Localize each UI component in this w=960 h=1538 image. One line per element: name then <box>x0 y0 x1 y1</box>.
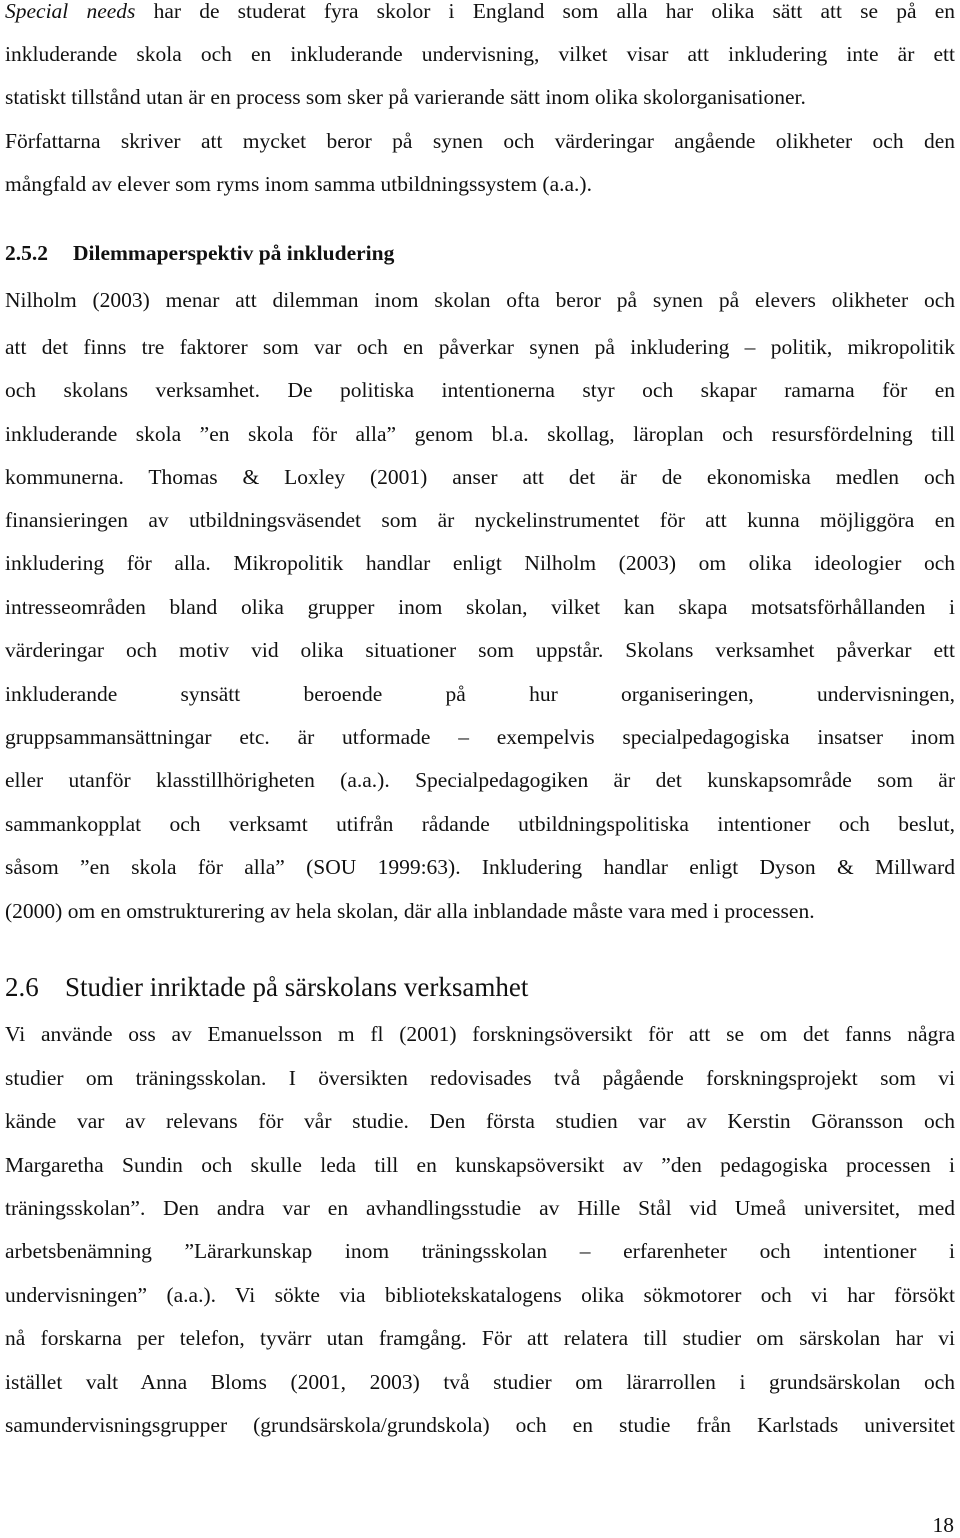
paragraph-line: inkluderande skola ”en skola för alla” genom bl.a. skollag, läroplan och resursfördelning till <box>5 422 955 446</box>
paragraph-line: samundervisningsgrupper (grundsärskola/grundskola) och en studie från Karlstads universitet <box>5 1413 955 1437</box>
section-title: Dilemmaperspektiv på inkludering <box>73 241 395 265</box>
paragraph-line: gruppsammansättningar etc. är utformade – exempelvis specialpedagogiska insatser inom <box>5 725 955 749</box>
section-number: 2.6 <box>5 972 39 1002</box>
paragraph-line: (2000) om en omstrukturering av hela skolan, där alla inblandade måste vara med i processen. <box>5 899 815 923</box>
paragraph-line: intresseområden bland olika grupper inom skolan, vilket kan skapa motsatsförhållanden i <box>5 595 955 619</box>
paragraph-line: träningsskolan”. Den andra var en avhandlingsstudie av Hille Stål vid Umeå universitet, med <box>5 1196 955 1220</box>
paragraph-line: värderingar och motiv vid olika situationer som uppstår. Skolans verksamhet påverkar ett <box>5 638 955 662</box>
paragraph-line: inkluderande skola och en inkluderande undervisning, vilket visar att inkludering inte är ett <box>5 42 955 66</box>
paragraph-line: inkludering för alla. Mikropolitik handlar enligt Nilholm (2003) om olika ideologier och <box>5 551 955 575</box>
paragraph-line: istället valt Anna Bloms (2001, 2003) två studier om lärarrollen i grundsärskolan och <box>5 1370 955 1394</box>
section-title: Studier inriktade på särskolans verksamhet <box>65 972 529 1002</box>
paragraph-line: Vi använde oss av Emanuelsson m fl (2001) forskningsöversikt för att se om det fanns några <box>5 1022 955 1046</box>
italic-term: Special needs <box>5 0 136 23</box>
paragraph-line: inkluderande synsätt beroende på hur organiseringen, undervisningen, <box>5 682 955 706</box>
paragraph-line: studier om träningsskolan. I översikten redovisades två pågående forskningsprojekt som vi <box>5 1066 955 1090</box>
section-heading-2-6 <box>5 971 528 1003</box>
section-heading-2-5-2 <box>5 240 394 266</box>
paragraph-line: sammankopplat och verksamt utifrån rådande utbildningspolitiska intentioner och beslut, <box>5 812 955 836</box>
paragraph-line: Margaretha Sundin och skulle leda till en kunskapsöversikt av ”den pedagogiska processen i <box>5 1153 955 1177</box>
paragraph-line: Författarna skriver att mycket beror på synen och värderingar angående olikheter och den <box>5 129 955 153</box>
paragraph-line: kände var av relevans för vår studie. Den första studien var av Kerstin Göransson och <box>5 1109 955 1133</box>
paragraph-line: Special needs har de studerat fyra skolor i England som alla har olika sätt att se på en <box>5 0 955 23</box>
paragraph-line: statiskt tillstånd utan är en process som sker på varierande sätt inom olika skolorganisationer. <box>5 85 806 109</box>
paragraph-line: eller utanför klasstillhörigheten (a.a.). Specialpedagogiken är det kunskapsområde som är <box>5 768 955 792</box>
paragraph-line: såsom ”en skola för alla” (SOU 1999:63). Inkludering handlar enligt Dyson & Millward <box>5 855 955 879</box>
paragraph-line: och skolans verksamhet. De politiska intentionerna styr och skapar ramarna för en <box>5 378 955 402</box>
paragraph-line: Nilholm (2003) menar att dilemman inom skolan ofta beror på synen på elevers olikheter och <box>5 288 955 312</box>
paragraph-line: nå forskarna per telefon, tyvärr utan framgång. För att relatera till studier om särskolan har vi <box>5 1326 955 1350</box>
paragraph-line: arbetsbenämning ”Lärarkunskap inom träningsskolan – erfarenheter och intentioner i <box>5 1239 955 1263</box>
page-number: 18 <box>932 1513 954 1537</box>
section-number: 2.5.2 <box>5 241 48 265</box>
paragraph-line: undervisningen” (a.a.). Vi sökte via bibliotekskatalogens olika sökmotorer och vi har försökt <box>5 1283 955 1307</box>
paragraph-line: mångfald av elever som ryms inom samma utbildningssystem (a.a.). <box>5 172 592 196</box>
paragraph-line: finansieringen av utbildningsväsendet som är nyckelinstrumentet för att kunna möjliggöra en <box>5 508 955 532</box>
paragraph-line: kommunerna. Thomas & Loxley (2001) anser att det är de ekonomiska medlen och <box>5 465 955 489</box>
paragraph-line: att det finns tre faktorer som var och en påverkar synen på inkludering – politik, mikropolitik <box>5 335 955 359</box>
